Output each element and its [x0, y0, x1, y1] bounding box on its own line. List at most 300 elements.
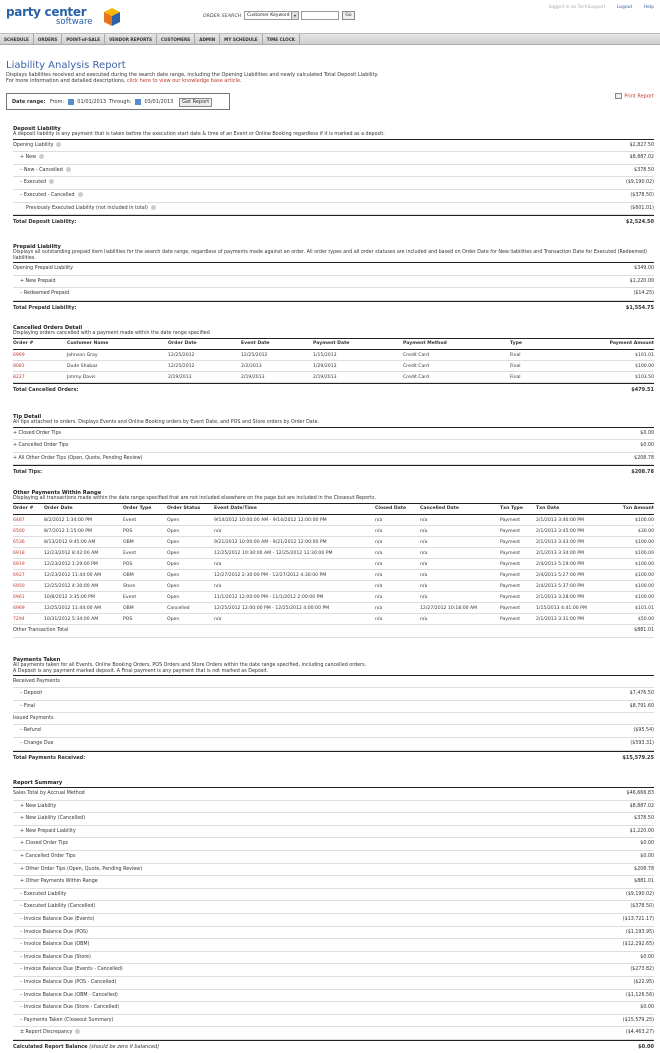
table-row [13, 548, 654, 559]
table-cell: n/a [420, 592, 500, 603]
order-link[interactable]: 6919 [13, 559, 44, 570]
order-link[interactable]: 6961 [13, 592, 44, 603]
row-label [13, 453, 143, 465]
table-cell: 8/2/2012 1:34:00 PM [44, 515, 123, 526]
order-link[interactable]: 6918 [13, 548, 44, 559]
table-cell: Open [167, 559, 214, 570]
cancelled-orders-table [13, 339, 654, 384]
total-value: $0.00 [638, 1043, 654, 1050]
table-cell: 12/27/2012 2:30:00 PM - 12/27/2012 4:30:00 PM [214, 570, 375, 581]
list-item [13, 177, 654, 190]
table-cell: 2/1/2013 3:28:00 PM [536, 592, 604, 603]
order-link[interactable]: 6969 [13, 603, 44, 614]
party-center-logo[interactable] [6, 6, 120, 30]
table-cell: Event [123, 548, 167, 559]
row-value: $378.50 [634, 816, 654, 822]
section-title: Payments Taken [13, 657, 61, 663]
table-cell: 2/4/2013 5:37:00 PM [536, 581, 604, 592]
list-item [13, 1015, 654, 1028]
table-row [13, 515, 654, 526]
section-title: Cancelled Orders Detail [13, 325, 83, 331]
column-header: Event Date/Time [214, 504, 375, 515]
calendar-icon[interactable] [68, 99, 74, 105]
main-nav [0, 33, 660, 45]
row-label-text: – Invoice Balance Due (POS - Cancelled) [20, 979, 117, 985]
row-label [13, 788, 85, 800]
table-cell: 12/23/2012 1:29:00 PM [44, 559, 123, 570]
table-cell: 12/25/2012 [241, 350, 313, 361]
printer-icon [615, 93, 622, 99]
list-item [13, 428, 654, 441]
column-header: Order Date [44, 504, 123, 515]
order-link[interactable]: 6927 [13, 570, 44, 581]
table-cell: 1/29/2013 [313, 361, 403, 372]
table-cell: 12/25/2012 [168, 361, 241, 372]
section-title: Deposit Liability [13, 126, 61, 132]
table-cell: n/a [375, 603, 420, 614]
list-item [13, 440, 654, 453]
row-label-text: + Closed Order Tips [20, 841, 68, 847]
table-cell: 11/1/2012 12:00:00 PM - 11/1/2012 2:00:00 PM [214, 592, 375, 603]
column-header: Order # [13, 339, 67, 350]
table-cell: 12/25/2012 4:30:00 AM [44, 581, 123, 592]
row-label-text: – Refund [20, 728, 41, 734]
order-link[interactable]: 6487 [13, 515, 44, 526]
column-header: Customer Name [67, 339, 168, 350]
row-label [20, 701, 35, 713]
row-label [20, 1015, 114, 1027]
row-label-text: – Final [20, 703, 35, 709]
table-cell: $100.00 [604, 559, 654, 570]
row-value: ($22.95) [633, 979, 654, 985]
table-cell: n/a [214, 581, 375, 592]
list-item [13, 140, 654, 153]
row-label-text: – Executed [20, 180, 47, 186]
column-header: Order Date [168, 339, 241, 350]
column-header: Payment Method [403, 339, 510, 350]
row-value: ($95.54) [633, 728, 654, 734]
list-item [13, 851, 654, 864]
report-summary-section [13, 780, 654, 1051]
table-cell: n/a [420, 515, 500, 526]
section-description: All payments taken for all Events, Online Booking Orders, POS Orders and Store Orders within the date range specified, including cancelled orders. [13, 663, 367, 668]
row-value: $0.00 [640, 443, 654, 449]
table-cell: $50.00 [604, 614, 654, 625]
column-header: Type [510, 339, 554, 350]
table-cell: n/a [375, 559, 420, 570]
table-cell: 12/23/2012 8:42:00 AM [44, 548, 123, 559]
row-label [20, 914, 94, 926]
row-label [20, 826, 76, 838]
table-cell: 2/4/2013 5:19:00 PM [536, 559, 604, 570]
row-label-text: + Other Payments Within Range [20, 879, 98, 885]
table-cell: 8/13/2012 9:45:00 AM [44, 537, 123, 548]
table-cell: n/a [420, 614, 500, 625]
go-button[interactable]: Go [342, 11, 355, 20]
info-icon[interactable] [56, 142, 61, 147]
list-item [13, 788, 654, 801]
table-cell: $100.00 [604, 570, 654, 581]
logo-line1: party center [6, 5, 87, 19]
column-header: Closed Date [375, 504, 420, 515]
row-value: ($601.01) [630, 205, 654, 211]
page-header [6, 60, 656, 84]
row-label [20, 889, 66, 901]
order-link[interactable]: 6536 [13, 537, 44, 548]
list-item [13, 1027, 654, 1040]
row-label [20, 901, 95, 913]
row-label [20, 851, 75, 863]
row-label-text: + All Other Order Tips (Open, Quote, Pending Review) [13, 455, 143, 461]
table-cell: $103.50 [554, 372, 654, 383]
row-label [26, 203, 156, 215]
logo-cube-icon [104, 8, 120, 26]
table-cell: Credit Card [403, 361, 510, 372]
section-description-2: A Deposit is any payment marked deposit. A Final payment is any payment that is not marked as Deposit. [13, 669, 654, 677]
table-cell: Final [510, 372, 554, 383]
table-row [13, 603, 654, 614]
row-label [13, 440, 68, 452]
list-item [13, 939, 654, 952]
from-date-input[interactable]: 01/01/2013 [77, 99, 107, 105]
order-link[interactable]: 6969 [13, 350, 67, 361]
table-row [13, 372, 654, 383]
table-row [13, 350, 654, 361]
chevron-down-icon: ▾ [291, 12, 298, 19]
row-value: $2,827.50 [629, 142, 654, 148]
row-label-text: + New [20, 155, 37, 161]
nav-item-time-clock[interactable]: TIME CLOCK [263, 34, 300, 45]
table-cell: n/a [375, 614, 420, 625]
table-row [13, 559, 654, 570]
info-icon[interactable] [78, 192, 83, 197]
row-label [20, 876, 98, 888]
table-cell: $100.00 [604, 592, 654, 603]
table-cell: Payment [500, 515, 536, 526]
table-cell: $100.00 [554, 361, 654, 372]
total-row [13, 465, 654, 476]
list-item [13, 725, 654, 738]
section-description: Displaying all transactions made within the date range specified that are not included elsewhere on the page but are included in the Closeout Reports. [13, 496, 654, 504]
table-cell: 2/1/2013 3:43:00 PM [536, 537, 604, 548]
section-description: Displays all outstanding prepaid item liabilities for the search date range, regardless of payments made against an order. All order types and all order statuses are included and based on Order Date for New liabilities and Transaction Date for Executed (Redeemed) liabilities. [13, 250, 654, 263]
page-title: Liability Analysis Report [6, 60, 126, 71]
get-report-button[interactable]: Get Report [179, 98, 212, 107]
total-value: $1,554.75 [625, 304, 654, 311]
list-item [13, 927, 654, 940]
issued-payments-label: Issued Payments [13, 713, 654, 725]
column-header: Cancelled Date [420, 504, 500, 515]
row-value: ($593.31) [630, 740, 654, 746]
table-cell: 10/31/2012 5:34:00 AM [44, 614, 123, 625]
table-cell: Payment [500, 559, 536, 570]
table-cell: Payment [500, 526, 536, 537]
list-item [13, 914, 654, 927]
table-cell: 9/14/2012 10:00:00 AM - 9/14/2012 12:00:00 PM [214, 515, 375, 526]
table-cell: 2/19/2013 [241, 372, 313, 383]
table-cell: Open [167, 515, 214, 526]
table-cell: n/a [420, 570, 500, 581]
table-cell: Store [123, 581, 167, 592]
table-cell: Open [167, 570, 214, 581]
table-cell: 2/4/2013 5:27:00 PM [536, 570, 604, 581]
row-label [20, 177, 54, 189]
info-icon[interactable] [151, 205, 156, 210]
row-label-text: – Redeemed Prepaid [20, 291, 70, 297]
row-label-text: – Deposit [20, 691, 43, 697]
table-cell: Payment [500, 570, 536, 581]
row-value: $349.00 [634, 266, 654, 272]
row-label-text: – Invoice Balance Due (Events - Cancelled) [20, 967, 123, 973]
order-link[interactable]: 6950 [13, 581, 44, 592]
help-link[interactable]: Help [643, 5, 654, 10]
row-label [20, 725, 41, 737]
table-cell: 12/27/2012 10:18:00 AM [420, 603, 500, 614]
table-cell: 12/25/2012 10:30:00 AM - 12/25/2012 12:30:00 PM [214, 548, 375, 559]
column-header: Payment Date [313, 339, 403, 350]
search-input[interactable] [301, 11, 339, 20]
list-item [13, 813, 654, 826]
list-item [13, 864, 654, 877]
table-cell: n/a [420, 559, 500, 570]
row-value: ($9,190.02) [625, 180, 654, 186]
row-label-text: – Change Due [20, 740, 54, 746]
list-item [13, 901, 654, 914]
table-cell: n/a [420, 537, 500, 548]
table-row [13, 592, 654, 603]
row-label [20, 276, 56, 288]
list-item [13, 288, 654, 301]
row-label-text: – Invoice Balance Due (OBM - Cancelled) [20, 992, 118, 998]
section-description: Displaying orders cancelled with a payment made within the date range specified [13, 331, 654, 339]
table-cell: 10/8/2012 3:35:00 PM [44, 592, 123, 603]
nav-item-admin[interactable]: ADMIN [195, 34, 220, 45]
table-cell: Final [510, 361, 554, 372]
order-link[interactable]: 8227 [13, 372, 67, 383]
other-payments-section [13, 490, 654, 638]
row-label [20, 838, 68, 850]
table-cell: Jimmy Davis [67, 372, 168, 383]
list-item [13, 876, 654, 889]
table-cell: Open [167, 548, 214, 559]
table-cell: 12/25/2012 12:00:00 PM - 12/25/2012 4:00:00 PM [214, 603, 375, 614]
table-cell: Final [510, 350, 554, 361]
list-item [13, 263, 654, 276]
through-label: Through: [108, 99, 132, 105]
row-value: ($12,292.65) [622, 942, 654, 948]
table-cell: n/a [375, 570, 420, 581]
row-value: ($9,190.02) [625, 891, 654, 897]
table-cell: 2/1/2013 3:45:00 PM [536, 526, 604, 537]
print-report-link[interactable] [615, 93, 654, 100]
search-type-select[interactable] [244, 11, 299, 20]
total-label: Total Payments Received: [13, 754, 86, 761]
table-cell: n/a [214, 526, 375, 537]
total-value: $479.51 [631, 387, 654, 394]
date-range-label: Date range: [12, 99, 46, 105]
row-value: $0.00 [640, 853, 654, 859]
row-value: $208.78 [634, 866, 654, 872]
table-cell: Open [167, 592, 214, 603]
info-icon[interactable] [49, 179, 54, 184]
table-cell: Credit Card [403, 350, 510, 361]
table-cell: OBM [123, 537, 167, 548]
table-cell: OBM [123, 603, 167, 614]
list-item [13, 688, 654, 701]
table-cell: 2/19/2013 [313, 372, 403, 383]
table-cell: n/a [375, 581, 420, 592]
row-label [20, 927, 88, 939]
row-value: $1,220.00 [629, 828, 654, 834]
total-value: $881.01 [634, 628, 654, 634]
info-icon[interactable] [66, 167, 71, 172]
print-label: Print Report [624, 93, 654, 100]
table-cell: Johnson Gray [67, 350, 168, 361]
cancelled-orders-section [13, 325, 654, 394]
table-cell: POS [123, 526, 167, 537]
page-description-2 [6, 78, 656, 84]
table-cell: Open [167, 581, 214, 592]
table-cell: $100.00 [604, 515, 654, 526]
column-header: Txn Date [536, 504, 604, 515]
row-value: ($1,193.95) [625, 929, 654, 935]
logout-link[interactable]: Logout [616, 5, 633, 10]
section-title: Report Summary [13, 780, 654, 788]
total-row [13, 383, 654, 394]
row-label [13, 428, 61, 440]
row-label-text: – Invoice Balance Due (Store) [20, 954, 91, 960]
nav-item-schedule[interactable]: SCHEDULE [0, 34, 34, 45]
table-cell: n/a [214, 559, 375, 570]
table-cell: Credit Card [403, 372, 510, 383]
search-type-value: Customer Keyword [247, 13, 290, 18]
table-cell: n/a [214, 614, 375, 625]
through-date-input[interactable]: 03/01/2013 [144, 99, 174, 105]
row-label-text: + Other Order Tips (Open, Quote, Pending Review) [20, 866, 143, 872]
list-item [13, 826, 654, 839]
total-value: $2,524.50 [625, 219, 654, 226]
table-cell: n/a [420, 526, 500, 537]
table-cell: 2/19/2013 [168, 372, 241, 383]
row-value: ($378.50) [630, 192, 654, 198]
column-header: Txn Amount [604, 504, 654, 515]
row-label [20, 939, 89, 951]
list-item [13, 203, 654, 216]
app-header [0, 0, 660, 33]
table-cell: 1/15/2013 [313, 350, 403, 361]
order-link[interactable]: 7294 [13, 614, 44, 625]
table-row [13, 526, 654, 537]
deposit-liability-section [13, 126, 654, 226]
table-cell: Open [167, 537, 214, 548]
list-item [13, 838, 654, 851]
row-label-text: + New Liability (Cancelled) [20, 816, 86, 822]
row-label [20, 952, 91, 964]
row-label-text: Previously Executed Liability (not included in total) [26, 205, 148, 211]
column-header: Order Type [123, 504, 167, 515]
total-label: Total Deposit Liability: [13, 219, 77, 226]
info-icon[interactable] [75, 1029, 80, 1034]
row-value: $0.00 [640, 954, 654, 960]
row-label-text: – Executed Liability (Cancelled) [20, 904, 96, 910]
table-cell: 1/15/2013 4:41:00 PM [536, 603, 604, 614]
table-cell: $101.01 [554, 350, 654, 361]
row-label-text: – Invoice Balance Due (Store - Cancelled) [20, 1005, 120, 1011]
table-cell: n/a [375, 526, 420, 537]
row-label-text: + Closed Order Tips [13, 430, 61, 436]
section-description: All tips attached to orders. Displays Events and Online Booking orders by Event Date, and POS and Store orders by Order Date. [13, 420, 654, 428]
row-value: $8,887.02 [629, 803, 654, 809]
list-item [13, 453, 654, 466]
table-cell: 12/25/2012 [168, 350, 241, 361]
table-cell: 12/25/2012 11:44:00 AM [44, 603, 123, 614]
order-link[interactable]: 8081 [13, 361, 67, 372]
row-label-text: – Executed - Cancelled [20, 192, 75, 198]
row-value: $7,476.50 [629, 691, 654, 697]
total-value: $208.78 [631, 469, 654, 476]
nav-item-vendor-reports[interactable]: VENDOR REPORTS [105, 34, 157, 45]
list-item [13, 165, 654, 178]
table-cell: Payment [500, 537, 536, 548]
row-label-text: – Executed Liability [20, 891, 67, 897]
nav-item-point-of-sale[interactable]: POINT-of-SALE [62, 34, 105, 45]
total-row [13, 215, 654, 226]
row-label-text: + Cancelled Order Tips [20, 853, 76, 859]
row-label [20, 964, 123, 976]
column-header: Txn Type [500, 504, 536, 515]
order-search-label: ORDER SEARCH [203, 14, 242, 19]
table-cell: n/a [420, 548, 500, 559]
table-cell: Payment [500, 592, 536, 603]
nav-item-my-schedule[interactable]: MY SCHEDULE [220, 34, 263, 45]
table-cell: Cancelled [167, 603, 214, 614]
nav-item-customers[interactable]: CUSTOMERS [157, 34, 195, 45]
row-value: ($13,721.17) [622, 916, 654, 922]
row-value: ($14.25) [633, 291, 654, 297]
table-cell: Dude Shabaz [67, 361, 168, 372]
section-title: Tip Detail [13, 414, 42, 420]
info-icon[interactable] [39, 154, 44, 159]
row-label-text: – Invoice Balance Due (POS) [20, 929, 88, 935]
table-cell: Event [123, 515, 167, 526]
table-cell: OBM [123, 570, 167, 581]
order-link[interactable]: 6500 [13, 526, 44, 537]
nav-item-orders[interactable]: ORDERS [34, 34, 62, 45]
row-label [20, 165, 71, 177]
table-row [13, 614, 654, 625]
row-label [13, 140, 61, 152]
row-value: ($15,579.25) [622, 1017, 654, 1023]
other-payments-table [13, 504, 654, 626]
calendar-icon[interactable] [135, 99, 141, 105]
total-label: Total Cancelled Orders: [13, 387, 79, 394]
row-value: $881.01 [634, 879, 654, 885]
from-label: From: [50, 99, 65, 105]
list-item [13, 152, 654, 165]
list-item [13, 990, 654, 1003]
table-cell: $100.00 [604, 581, 654, 592]
table-row [13, 537, 654, 548]
table-cell: n/a [420, 581, 500, 592]
tip-detail-section [13, 414, 654, 476]
row-label-text: Sales Total by Accrual Method [13, 791, 85, 796]
knowledge-base-link[interactable]: click here to view our knowledge base article [126, 78, 240, 84]
list-item [13, 977, 654, 990]
row-label-text: Opening Liability [13, 142, 54, 148]
balance-label: Calculated Report Balance [13, 1043, 88, 1050]
table-cell: 2/1/2013 3:46:00 PM [536, 515, 604, 526]
row-value: ($1,126.56) [625, 992, 654, 998]
